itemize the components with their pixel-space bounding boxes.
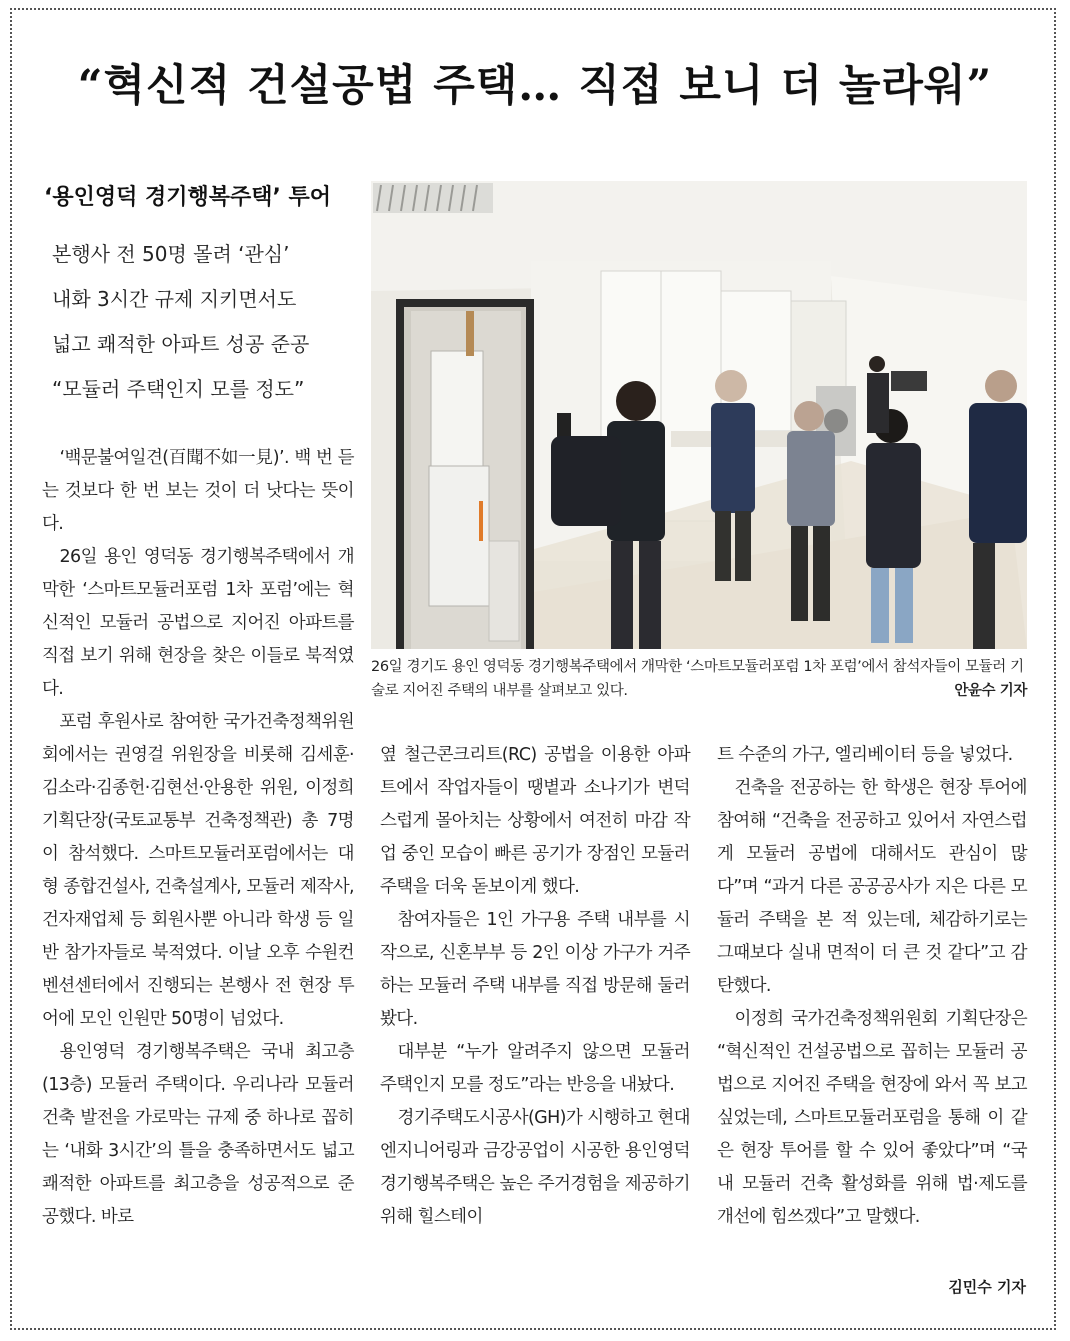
paragraph: 포럼 후원사로 참여한 국가건축정책위원회에서는 권영걸 위원장을 비롯해 김세훈·김소라·김종헌·김현선·안용한 위원, 이정희 기획단장(국토교통부 건축정책관) 총 7명이 참석했다. 스마트모듈러포럼에서는 대형 종합건설사, 건축설계사, 모듈러 제작사, 건자재업체 등 회원사뿐 아니라 학생 등 일반 참가자들로 북적였다. 이날 오후 수원컨벤션센터에서 진행되는 본행사 전 현장 투어에 모인 인원만 50명이 넘었다. (42, 712, 354, 1029)
subhead: 내화 3시간 규제 지키면서도 (52, 287, 297, 311)
paragraph: 참여자들은 1인 가구용 주택 내부를 시작으로, 신혼부부 등 2인 이상 가구가 거주하는 모듈러 주택 내부를 직접 방문해 둘러봤다. (380, 910, 690, 1029)
paragraph: 이정희 국가건축정책위원회 기획단장은 “혁신적인 건설공법으로 꼽히는 모듈러 공법으로 지어진 주택을 현장에 와서 꼭 보고 싶었는데, 스마트모듈러포럼을 통해 이 같은 현장 투어를 할 수 있어 좋았다”며 “국내 모듈러 건축 활성화를 위해 법·제도를 개선에 힘쓰겠다”고 말했다. (717, 1009, 1027, 1227)
subheads (52, 232, 309, 412)
paragraph: 용인영덕 경기행복주택은 국내 최고층(13층) 모듈러 주택이다. 우리나라 모듈러 건축 발전을 가로막는 규제 중 하나로 꼽히는 ‘내화 3시간’의 틀을 충족하면서도 넓고 쾌적한 아파트를 최고층을 성공적으로 준공했다. 바로 (42, 1042, 354, 1227)
paragraph: 경기주택도시공사(GH)가 시행하고 현대엔지니어링과 금강공업이 시공한 용인영덕경기행복주택은 높은 주거경험을 제공하기 위해 힐스테이 (380, 1108, 690, 1227)
paragraph: ‘백문불여일견(百聞不如一見)’. 백 번 듣는 것보다 한 번 보는 것이 더 낫다는 뜻이다. (42, 448, 354, 534)
subhead: 본행사 전 50명 몰려 ‘관심’ (52, 242, 290, 266)
author-byline: 김민수 기자 (948, 1278, 1026, 1296)
photo-caption (371, 655, 1027, 703)
paragraph: 26일 용인 영덕동 경기행복주택에서 개막한 ‘스마트모듈러포럼 1차 포럼’에는 혁신적인 모듈러 공법으로 지어진 아파트를 직접 보기 위해 현장을 찾은 이들로 북적였다. (42, 547, 354, 699)
body-column-2 (380, 739, 690, 1234)
body-column-3 (717, 739, 1027, 1234)
paragraph: 건축을 전공하는 한 학생은 현장 투어에 참여해 “건축을 전공하고 있어서 자연스럽게 모듈러 공법에 대해서도 관심이 많다”며 “과거 다른 공공공사가 지은 다른 모듈러 주택을 본 적 있는데, 체감하기로는 그때보다 실내 면적이 더 큰 것 같다”고 감탄했다. (717, 778, 1027, 996)
paragraph: 옆 철근콘크리트(RC) 공법을 이용한 아파트에서 작업자들이 땡볕과 소나기가 변덕스럽게 몰아치는 상황에서 여전히 마감 작업 중인 모습이 빠른 공기가 장점인 모듈러 주택을 더욱 돋보이게 했다. (380, 745, 690, 897)
caption-text: 26일 경기도 용인 영덕동 경기행복주택에서 개막한 ‘스마트모듈러포럼 1차 포럼’에서 참석자들이 모듈러 기술로 지어진 주택의 내부를 살펴보고 있다. (371, 659, 1024, 699)
photo-illustration (371, 181, 1027, 649)
paragraph: 대부분 “누가 알려주지 않으면 모듈러 주택인지 모를 정도”라는 반응을 내놨다. (380, 1042, 690, 1095)
body-column-1 (42, 442, 354, 1234)
article-photo (371, 181, 1027, 649)
headline: “혁신적 건설공법 주택… 직접 보니 더 놀라워” (77, 61, 993, 111)
subhead: 넓고 쾌적한 아파트 성공 준공 (52, 332, 310, 356)
photo-byline: 안윤수 기자 (954, 683, 1027, 699)
kicker: ‘용인영덕 경기행복주택’ 투어 (44, 185, 332, 210)
subhead: “모듈러 주택인지 모를 정도” (52, 377, 305, 401)
paragraph: 트 수준의 가구, 엘리베이터 등을 넣었다. (717, 745, 1013, 765)
